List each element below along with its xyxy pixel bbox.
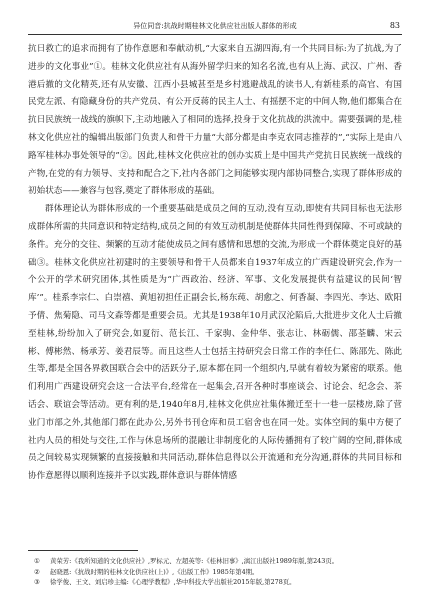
footnote-rule	[28, 550, 138, 551]
paragraph-1: 抗日救亡的追求而拥有了协作意愿和奉献动机,“大家来自五湖四海,有一个共同目标:为了抗战,为了进步的文化事业”①。桂林文化供应社有从海外留学归来的知名名流,也有从上海、武汉、广州、香港后撤的文化精英,还有从安徽、江西小县城甚至是乡村逃避战乱的读书人,有新桂系的高官、有国民党左派、有隐藏身份的共产党员、有公开反蒋的民主人士、有摇摆不定的中间人物,他们都集合在抗日民族统一战线的旗帜下,主动地融入了相同的选择,投身于文化抗战的洪流中。需要强调的是,桂林文化供应社的编辑出版部门负责人和骨干力量“大部分都是由李克农同志推荐的”,“实际上是由八路军桂林办事处领导的”②。因此,桂林文化供应社的创办实质上是中国共产党抗日民族统一战线的产物,在党的有力领导、支持和配合之下,社内各部门之间能够实现内部协同整合,实现了群体形成的初始状态——兼容与包容,奠定了群体形成的基础。	[28, 44, 402, 197]
running-title: 异位同音:抗战时期桂林文化供应社出版人群体的形成	[133, 22, 297, 30]
footnote-1-text: 黄荣芳:《我所知道的文化供应社》,罗标元、左超英等:《桂林旧事》,漓江出版社1989年版,第243页。	[50, 557, 339, 565]
footnote-3-text: 徐学俊、王文、刘启珍主编:《心理学教程》,华中科技大学出版社2015年版,第278页。	[50, 578, 296, 586]
page-number: 83	[389, 21, 400, 30]
footnote-3	[28, 577, 402, 588]
footnote-1	[28, 556, 402, 567]
article-body	[28, 41, 402, 486]
paragraph-2: 群体理论认为群体形成的一个重要基础是成员之间的互动,没有互动,即使有共同目标也无法形成群体所需的共同意识和特定结构,成员之间的有效互动机制是使群体共同性得到保障、不可或缺的条件。充分的交往、频繁的互动才能使成员之间有感情和思想的交流,为形成一个群体奠定良好的基础③。桂林文化供应社初建时的主要领导和骨干人员都来自1937年成立的广西建设研究会,作为一个公开的学术研究团体,其性质是为“广西政治、经济、军事、文化发展提供有益建议的民间‘智库’”。桂系李宗仁、白崇禧、黄旭初担任正副会长,杨东莼、胡愈之、何香凝、李四光、李达、欧阳予倩、焦菊隐、司马文森等都是重要会员。尤其是1938年10月武汉沦陷后,大批进步文化人士后撤至桂林,纷纷加入了研究会,如夏衍、范长江、千家驹、金仲华、张志让、林砺儒、邵荃麟、宋云彬、傅彬然、杨承芳、姜君辰等。而且这些人士包括主持研究会日常工作的李任仁、陈邵先、陈此生等,都是全国各界救国联合会中的活跃分子,原本都在同一个组织内,早就有着较为紧密的联系。他们利用广西建设研究会这一合法平台,经常在一起集会,召开各种时事座谈会、讨论会、纪念会、茶话会、联谊会等活动。更有利的是,1940年8月,桂林文化供应社集体搬迁至十一巷一层楼房,除了营业门市部之外,其他部门都在此办公,另外书刊仓库和员工宿舍也在同一处。实体空间的集中方便了社内人员的相处与交往,工作与休息场所的混融让非制度化的人际传播拥有了较广阔的空间,群体成员之间较易实现频繁的直接接触和共同活动,群体信息得以公开流通和充分沟通,群体的共同目标和协作意愿得以顺利连接并予以实践,群体意识与群体情感	[28, 204, 402, 482]
running-header	[28, 20, 402, 35]
footnotes	[28, 550, 402, 588]
footnote-2-text: 赵晓恩:《抗战时期的桂林文化供应社(上)》,《出版工作》1985年第4期。	[50, 567, 259, 576]
footnote-2	[28, 567, 402, 578]
footnote-1-marker: ①	[34, 557, 40, 565]
footnote-3-marker: ③	[34, 578, 40, 586]
footnote-2-marker: ②	[34, 567, 40, 576]
